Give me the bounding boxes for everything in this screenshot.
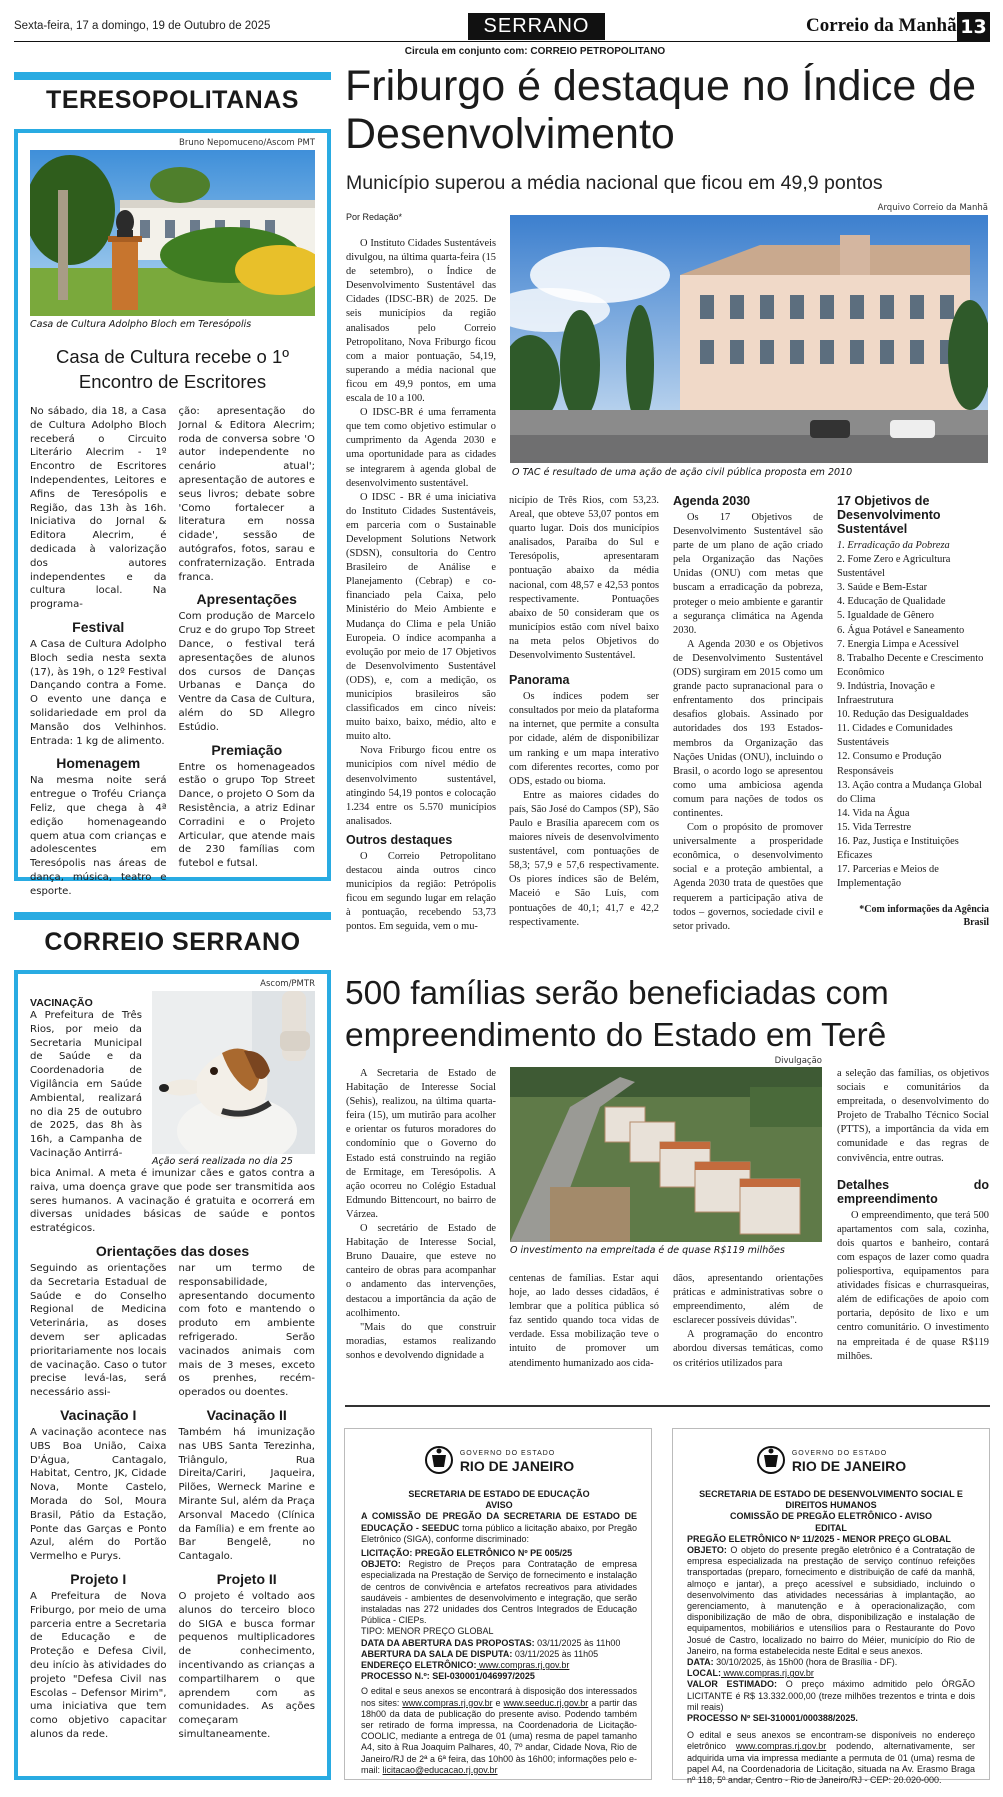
circulates-note: Circula em conjunto com: CORREIO PETROPOLITANO <box>404 46 666 57</box>
teresopolitanas-headline: Casa de Cultura recebe o 1º Encontro de Escritores <box>55 346 289 392</box>
notice2-final-a: O edital e seus anexos se encontram-se disponíveis no endereço eletrônico <box>687 1730 975 1752</box>
notice1-processo: PROCESSO N.º: SEI-030001/046997/2025 <box>361 1671 535 1682</box>
article2-col4-top: a seleção das famílias, os objetivos sociais e comunitários da empreitada, o desenvolvimento do Projeto de Trabalho Técnico Social (PTTS), a importância da vida em comunidade e das regras de convivência, entre outras. <box>837 1068 989 1164</box>
notice1-sala-label: ABERTURA DA SALA DE DISPUTA: <box>361 1648 513 1659</box>
notice2-secretaria: SECRETARIA DE ESTADO DE DESENVOLVIMENTO SOCIAL E DIREITOS HUMANOS <box>699 1489 963 1511</box>
correio-serrano-topbar <box>14 912 331 920</box>
festival-text: A Casa de Cultura Adolpho Bloch sedia nesta sexta (17), às 19h, o 12º Festival Dançando contra a Fome. O evento une dança e solidariedade em prol da Mansão dos Velhinhos. Entrada: 1 kg de alimento. <box>30 638 167 747</box>
orientacoes-text-2: nar um termo de responsabilidade, apresentando documento com foto e mantendo o produto em ambiente refrigerado. Serão vacinados animais com mais de 3 meses, exceto os prenhes, recém-operados ou doentes. <box>178 1262 315 1399</box>
ods-item: 10. Redução das Desigualdades <box>837 709 969 721</box>
teresopolitanas-text-1: No sábado, dia 18, a Casa de Cultura Adolpho Bloch receberá o Circuito Literário Alecrim - 1º Encontro de Escritores Independentes, Leitores e Afins de Teresópolis e Região, das 13h às 16h. Iniciativa do Jornal & Editora Alecrim, é dedicada à valorização dos autores independentes e da cultura local. Na programa- <box>30 406 167 611</box>
notice1-intro-bold: A COMISSÃO DE PREGÃO DA SECRETARIA DE ESTADO DE EDUCAÇÃO - SEEDUC <box>361 1511 637 1533</box>
gov-label-2: GOVERNO DO ESTADO <box>791 1450 888 1457</box>
article1-col2 <box>509 494 659 930</box>
ods-item: 17. Parcerias e Meios de Implementação <box>837 864 939 890</box>
rj-logo-2 <box>687 1445 975 1475</box>
notice1-endereco <box>361 1660 637 1671</box>
rj-label-2: RIO DE JANEIRO <box>791 1458 907 1474</box>
rj-coat-of-arms-icon <box>756 1445 786 1475</box>
correio-serrano-title: CORREIO SERRANO <box>44 928 301 956</box>
notice1-final-c: a partir das 18h00 da data de publicação do presente aviso. Podendo também ser retirado de forma impressa, na Coordenadoria de Licitação-COOLIC, mediante a entrega de 01 (uma) resma de papel tamanho A4, sito à Rua Joaquim Palhares, 40, 7º andar, Cidade Nova, Rio de Janeiro/RJ de 2ª a 6ª feira, das 10h00 às 16h00; informações pelo e-mail: <box>361 1697 637 1775</box>
ods-item: 12. Consumo e Produção Responsáveis <box>837 751 942 777</box>
notice1-final <box>361 1686 637 1776</box>
vacinacao-1-text: A vacinação acontece nas UBS Boa União, Caixa D'Água, Cantagalo, Habitat, Centro, JK, Cidade Nova, Monte Castelo, Morada do Sol, Moura Brasil, Pátio da Estação, Ponte das Garças e Ponto Azul, além do Portão Vermelho e Purys. <box>30 1426 167 1563</box>
header-date: Sexta-feira, 17 a domingo, 19 de Outubro de 2025 <box>14 20 271 32</box>
teresopolitanas-topbar <box>14 72 331 80</box>
article1-col3 <box>673 494 823 934</box>
correio-serrano-credit: Ascom/PMTR <box>260 979 315 989</box>
vacinacao-heading: VACINAÇÃO <box>30 997 93 1009</box>
notice1-objeto-label: OBJETO: <box>361 1559 401 1570</box>
article1-p4: Nova Friburgo ficou entre os municípios com nível médio de desenvolvimento sustentável, atingindo 54,19 pontos e colocação 1.234 entre os 5.570 municípios analisados. <box>346 745 496 827</box>
orientacoes-text-1: Seguindo as orientações da Secretaria Estadual de Saúde e do Conselho Regional de Medicina Veterinária, as doses devem ser aplicadas prioritariamente nos locais de vacinação. Caso o tutor precise levá-las, será necessário assi- <box>30 1262 167 1399</box>
notice2-objeto-label: OBJETO: <box>687 1545 727 1556</box>
notice2-processo: PROCESSO Nº SEI-310001/000388/2025. <box>687 1713 858 1724</box>
page-number: 13 <box>957 12 990 42</box>
header-rule <box>14 41 990 42</box>
notice1-email-link[interactable]: licitacao@educacao.rj.gov.br <box>382 1764 498 1775</box>
notice-desenvolvimento-social <box>672 1428 990 1786</box>
article1-credit: Arquivo Correio da Manhã <box>877 203 988 213</box>
vacinacao-text-short: A Prefeitura de Três Rios, por meio da Secretaria Municipal de Saúde e da Coordenadoria de Vigilância em Saúde Ambiental, realizará no dia 25 de outubro de 2025, das 8h às 16h, a Campanha de Vacinação Antirrá- <box>30 1010 142 1159</box>
panorama-heading: Panorama <box>509 673 570 688</box>
ods-heading: 17 Objetivos de Desenvolvimento Sustentável <box>837 494 941 536</box>
ods-column <box>837 494 989 929</box>
notice1-objeto-text: Registro de Preços para Contratação de empresa especializada na Prestação de Serviço de fornecimento e instalação de centros de convivência e artefatos recreativos para atividades saudáveis - ambientes de desenvolvimento e integração, que serão instaladas nas 272 unidades dos Centros Integrados de Educação Pública - CIEPs. <box>361 1559 637 1626</box>
rj-label-1: RIO DE JANEIRO <box>459 1458 575 1474</box>
tac-building-photo <box>510 215 988 463</box>
outros-destaques-text: O Correio Petropolitano destacou ainda outros cinco municípios da região: Petrópolis ficou em segundo lugar em relação à pontuação, recebendo 53,73 pontos. Em seguida, vem o mu- <box>346 850 496 933</box>
construction-illustration <box>510 1067 822 1242</box>
ods-item: 15. Vida Terrestre <box>837 821 912 833</box>
notice1-endereco-link[interactable]: www.compras.rj.gov.br <box>476 1660 570 1671</box>
ods-item: 5. Igualdade de Gênero <box>837 610 934 622</box>
article2-col3-p1: dãos, apresentando orientações práticas e administrativas sobre o empreendimento, além de esclarecer possíveis dúvidas". <box>673 1273 823 1327</box>
notice2-valor-text: O preço máximo admitido pelo ÓRGÃO LICITANTE é R$ 13.332.000,00 (treze milhões trezentos e trinta e dois mil reais) <box>687 1679 975 1712</box>
notice1-final-a: O edital e seus anexos se encontrará à disposição dos interessados nos sites: <box>361 1686 637 1708</box>
notice1-data-label: DATA DA ABERTURA DAS PROPOSTAS: <box>361 1637 535 1648</box>
notice1-final-b: e <box>492 1697 504 1708</box>
notice2-local-label: LOCAL: <box>687 1668 721 1679</box>
correio-serrano-box <box>14 970 331 1780</box>
notice2-edital: EDITAL <box>815 1522 847 1533</box>
notice2-valor-label: VALOR ESTIMADO: <box>687 1679 778 1690</box>
article2-col2-p1: centenas de famílias. Estar aqui hoje, ao lado desses cidadãos, é lembrar que a política pública só faz sentido quando toca vidas de verdade. Essa mobilização teve o intuito de promover um atendimento humanizado aos cida- <box>509 1273 659 1369</box>
premiacao-heading: Premiação <box>211 741 283 758</box>
article2-p3: "Mais do que construir moradias, estamos realizando sonhos e devolvendo dignidade a <box>346 1321 496 1361</box>
ods-item: 11. Cidades e Comunidades Sustentáveis <box>837 723 953 749</box>
notice-educacao <box>344 1428 652 1780</box>
ods-item: 16. Paz, Justiça e Instituições Eficazes <box>837 835 959 862</box>
notice2-data <box>687 1657 975 1668</box>
notice2-local-link[interactable]: www.compras.rj.gov.br <box>721 1668 814 1679</box>
agenda-p1: Os 17 Objetivos de Desenvolvimento Sustentável são parte de um plano de ação criado pela Organização das Nações Unidas (ONU) com metas que buscam a erradicação da pobreza, proteger o meio ambiente e garantir a segurança climática na Agenda 2030. <box>673 512 823 636</box>
notice1-objeto <box>361 1559 637 1626</box>
vacinacao-2-text: Também há imunização nas UBS Santa Terezinha, Triângulo, Rua Direita/Cariri, Jaqueira, Pilões, Werneck Marine e Mirante Sul, além da Praça Arsonval Macedo (Clínica da Família) e em frente ao Bar Bengelê, no Cantagalo. <box>178 1426 315 1563</box>
section-banner: SERRANO <box>468 13 605 40</box>
vacinacao-text-long: bica Animal. A meta é imunizar cães e gatos contra a raiva, uma doença grave que pode ser transmitida aos seres humanos. A vacinação é gratuita e ocorrerá em diversas unidades básicas de saúde e pontos estratégicos. <box>30 1168 315 1235</box>
dog-illustration <box>152 991 315 1154</box>
teresopolitanas-box <box>14 129 331 897</box>
article2-p2: O secretário de Estado de Habitação de Interesse Social, Bruno Dauaire, que esteve no canteiro de obras para acompanhar o andamento das intervenções, destacou a importância da ação de acolhimento. <box>346 1223 496 1319</box>
article1-p2: O IDSC-BR é uma ferramenta que tem como objetivo estimular o cumprimento da Agenda 2030 e uma oportunidade para as cidades se integrarem à agenda global de desenvolvimento sustentável. <box>346 407 496 489</box>
casa-cultura-photo <box>30 150 315 316</box>
premiacao-text: Entre os homenageados estão o grupo Top Street Dance, o projeto O Som da Resistência, a atriz Edinar Corradini e o Projeto Articular, que atende mais de 230 famílias com futebol e futsal. <box>178 761 315 870</box>
article2-col3-p2: A programação do encontro abordou diversas temáticas, como os critérios utilizados para <box>673 1329 823 1369</box>
housing-construction-photo <box>510 1067 822 1242</box>
teresopolitanas-caption: Casa de Cultura Adolpho Bloch em Teresópolis <box>30 319 252 330</box>
notice1-tipo: TIPO: MENOR PREÇO GLOBAL <box>361 1626 494 1637</box>
notice2-link-compras[interactable]: www.compras.rj.gov.br <box>735 1741 827 1752</box>
rj-coat-of-arms-icon <box>424 1445 454 1475</box>
article1-col1 <box>346 237 496 935</box>
projeto-1-text: A Prefeitura de Nova Friburgo, por meio de uma parceria entre a Secretaria de Educação e de Proteção e Defesa Civil, deu início às atividades do projeto "Defesa Civil nas Escolas – Defensor Mirim", uma iniciativa que tem como objetivo capacitar alunos da rede. <box>30 1590 167 1740</box>
dog-caption: Ação será realizada no dia 25 <box>152 1156 293 1167</box>
notice1-sala <box>361 1649 637 1660</box>
gov-label-1: GOVERNO DO ESTADO <box>459 1450 556 1457</box>
garden-bust-illustration <box>30 150 315 316</box>
projeto-2-text: O projeto é voltado aos alunos do terceiro bloco do SIGA e busca formar pequenos multiplicadores de conhecimento, incentivando as crianças a compartilharem o que aprendem com as comunidades. As ações começaram simultaneamente. <box>178 1590 315 1740</box>
ods-item: 6. Água Potável e Saneamento <box>837 624 965 636</box>
article2-col4 <box>837 1067 989 1364</box>
agenda-p3: Com o propósito de promover universalmente a prosperidade econômica, o desenvolvimento social e a proteção ambiental, a Agenda 2030 trata de questões que requerem a participação ativa de todos – governos, sociedade civil e setor privado. <box>673 822 823 932</box>
teresopolitanas-title: TERESOPOLITANAS <box>46 86 299 114</box>
article2-p1: A Secretaria de Estado de Habitação de Interesse Social (Sehis), realizou, na última quarta-feira (15), um mutirão para acolher e orientar os futuros moradores do condomínio que o Governo do Estado está construindo na região de Ermitage, em Teresópolis. A ação ocorreu no Colégio Estadual Edmundo Bittencourt, no bairro de Várzea. <box>346 1068 496 1220</box>
article2-col1 <box>346 1067 496 1363</box>
building-illustration <box>510 215 988 463</box>
projeto-1-heading: Projeto I <box>70 1570 127 1587</box>
vacinacao-2-heading: Vacinação II <box>206 1406 287 1423</box>
tac-caption: O TAC é resultado de uma ação de ação civil pública proposta em 2010 <box>512 467 853 478</box>
ods-item: 8. Trabalho Decente e Crescimento Econômico <box>837 652 984 678</box>
article2-col3 <box>673 1272 823 1371</box>
apresentacoes-text: Com produção de Marcelo Cruz e do grupo Top Street Dance, o festival terá apresentações de alunos dos cursos de Danças Urbanas e Dança do Ventre da Casa de Cultura, além do SD Allegro Estúdio. <box>178 611 315 733</box>
rj-logo-1 <box>361 1445 637 1475</box>
agenda-p2: A Agenda 2030 e os Objetivos de Desenvolvimento Sustentável (ODS) surgiram em 2015 como um grande pacto supranacional para o enfrentamento dos principais desafios globais. Assinado por autoridades dos 193 Estados-membros da Organização das Nações Unidas (ONU), incluindo o Brasil, o acordo logo se apresentou como uma ambiciosa agenda comum para nações de todos os continentes. <box>673 638 823 819</box>
ods-list <box>837 539 989 891</box>
dog-vaccination-photo <box>152 991 315 1154</box>
ods-item: 13. Ação contra a Mudança Global do Clima <box>837 779 982 805</box>
notice2-data-label: DATA: <box>687 1657 714 1668</box>
notice2-objeto <box>687 1545 975 1657</box>
notice2-valor <box>687 1679 975 1713</box>
panorama-p2: Entre as maiores cidades do país, São José do Campos (SP), São Paulo e Brasília aparecem com os maiores níveis de desenvolvimento sustentável, com pontuações de 58,3; 57,9 e 57,6 respectivamente. Os piores índices são de Belém, Maceió e São Luís, com pontuações de 40,1; 41,7 e 42,2 respectivamente. <box>509 789 659 928</box>
homenagem-text: Na mesma noite será entregue o Troféu Criança Feliz, que chega à 4ª edição homenageando quem atua com crianças e adolescentes em Teresópolis nas áreas de dança, música, teatro e esporte. <box>30 775 167 897</box>
ods-item: 4. Educação de Qualidade <box>837 596 946 608</box>
teresopolitanas-credit: Bruno Nepomuceno/Ascom PMT <box>179 138 315 148</box>
apresentacoes-heading: Apresentações <box>196 591 297 608</box>
housing-caption: O investimento na empreitada é de quase R$119 milhões <box>510 1245 785 1256</box>
article1-col2-p1: nicípio de Três Rios, com 53,23. Areal, que obteve 53,07 pontos em quarto lugar. Dois dos municípios analisados, Paraíba do Sul e Teresópolis, apresentaram pontuação abaixo da média nacional, com 48,57 e 42,53 pontos respectivamente. Pontuações abaixo de 50 consideram que os municípios estão com nível baixo na meta pelos Objetivos do Desenvolvimento Sustentável. <box>509 495 659 662</box>
teresopolitanas-text-2: ção: apresentação do Jornal & Editora Alecrim; roda de conversa sobre 'O autor independente no cenário atual'; apresentação de autores e seus livros; debate sobre 'Como fortalecer a literatura em nossa cidade', sessão de autógrafos, fotos, sarau e confraternização. Entrada franca. <box>178 406 315 583</box>
vacinacao-1-heading: Vacinação I <box>60 1406 137 1423</box>
article1-p1: O Instituto Cidades Sustentáveis divulgou, na última quarta-feira (15 de setembro), o Índice de Desenvolvimento Sustentável das Cidades (IDSC-BR) de 2025. De seis municípios da região analisados pelo Correio Petropolitano, Nova Friburgo ficou com a maior pontuação, 54,19, superando a média nacional que ficou em 49,9 pontos, em uma escala de 10 a 100. <box>346 238 496 405</box>
notice2-final-b: podendo, alternativamente, ser adquirida uma via impressa mediante a permuta de 01 (uma) resma de papel A4, na Coordenadoria de Licitação, situada na Av. Erasmo Braga nº 118, 5º andar, Centro - Rio de Janeiro/RJ - CEP: 20.020-000. <box>687 1741 975 1786</box>
notice2-final <box>687 1730 975 1786</box>
article2-credit: Divulgação <box>774 1056 822 1066</box>
notice1-intro <box>361 1511 637 1545</box>
notice1-link-seeduc[interactable]: www.seeduc.rj.gov.br <box>503 1697 589 1708</box>
notice2-data-value: 30/10/2025, às 15h00 (hora de Brasília - DF). <box>713 1657 898 1668</box>
festival-heading: Festival <box>72 618 125 635</box>
ods-item: 2. Fome Zero e Agricultura Sustentável <box>837 554 951 580</box>
ods-item: 1. Erradicação da Pobreza <box>837 540 950 551</box>
agencia-brasil-note: *Com informações da Agência Brasil <box>859 904 989 929</box>
detalhes-heading: Detalhes do empreendimento <box>837 1177 989 1206</box>
article1-byline: Por Redação* <box>346 212 403 222</box>
notice1-aviso: AVISO <box>485 1500 513 1511</box>
projeto-2-heading: Projeto II <box>216 1570 277 1587</box>
notice1-licitacao: LICITAÇÃO: PREGÃO ELETRÔNICO Nº PE 005/25 <box>361 1548 573 1559</box>
article1-headline: Friburgo é destaque no Índice de Desenvolvimento <box>345 62 977 158</box>
homenagem-heading: Homenagem <box>56 755 141 772</box>
ods-item: 9. Indústria, Inovação e Infraestrutura <box>837 680 935 707</box>
notice1-data-value: 03/11/2025 às 11h00 <box>534 1637 621 1648</box>
notices-divider <box>345 1405 990 1407</box>
article1-p3: O IDSC - BR é uma iniciativa do Instituto Cidades Sustentáveis, em parceria com o Sustainable Development Solutions Network (SDSN), consultoria do Centro Brasileiro de Análise e Planejamento (Cebrap) e co-financiado pela Caixa, pelo Ministério do Meio Ambiente e Mudança do Clima e pela União Europeia. O índice acompanha a evolução por meio de 17 Objetivos de Desenvolvimento Sustentável (ODS), e, com a medição, os municípios brasileiros são classificados em cinco níveis: muito baixo, baixo, médio, alto e muito alto. <box>346 491 496 743</box>
notice1-secretaria: SECRETARIA DE ESTADO DE EDUCAÇÃO <box>408 1489 590 1499</box>
notice1-endereco-label: ENDEREÇO ELETRÔNICO: <box>361 1660 477 1671</box>
notice2-pregao: PREGÃO ELETRÔNICO Nº 11/2025 - MENOR PREÇO GLOBAL <box>687 1533 951 1544</box>
article2-col2 <box>509 1272 659 1371</box>
article2-headline: 500 famílias serão beneficiadas com empreendimento do Estado em Terê <box>345 975 889 1054</box>
article1-subhead: Município superou a média nacional que ficou em 49,9 pontos <box>346 172 883 194</box>
notice1-sala-value: 03/11/2025 às 11h05 <box>512 1648 599 1659</box>
notice1-intro-rest: torna público a licitação abaixo, por Pregão Eletrônico (SIGA), conforme discriminado: <box>361 1522 637 1544</box>
paper-name: Correio da Manhã <box>806 15 957 36</box>
notice2-objeto-text: O objeto do presente pregão eletrônico é a Contratação de empresa especializada na prestação de serviço contínuo refeições transportadas (preparo, fornecimento e distribuição de café da manhã, almoço e jantar), a preço acessível e subsidiado, incluindo o desenvolvimento das atividades necessárias à implantação, ao gerenciamento, à manutenção e à operacionalização, com disponibilização de mão de obra, disponibilização e instalação de equipamentos, mobiliários e utensílios para o Restaurante do Povo Josué de Castro, localizado no bairro do Méier, município do Rio de Janeiro, na forma estabelecida neste Edital e seus anexos. <box>687 1545 975 1656</box>
notice1-link-compras[interactable]: www.compras.rj.gov.br <box>402 1697 493 1708</box>
ods-item: 7. Energia Limpa e Acessível <box>837 638 959 650</box>
outros-destaques-heading: Outros destaques <box>346 832 453 847</box>
detalhes-text: O empreendimento, que terá 500 apartamentos com sala, cozinha, dois quartos e banheiro, contará com espaços de lazer como quadra poliesportiva, equipamentos para atividades físicas e churrasqueiras, além de edificações de apoio com portaria, depósito de lixo e um centro comunitário. O investimento na empreitada é de quase R$119 milhões. <box>837 1209 989 1362</box>
notice1-data <box>361 1638 637 1649</box>
notice2-comissao: COMISSÃO DE PREGÃO ELETRÔNICO - AVISO <box>729 1511 933 1522</box>
orientacoes-heading: Orientações das doses <box>95 1242 250 1259</box>
ods-item: 14. Vida na Água <box>837 807 910 819</box>
ods-item: 3. Saúde e Bem-Estar <box>837 582 928 594</box>
panorama-p1: Os índices podem ser consultados por meio da plataforma na internet, que permite a consulta por cidade, além de disponibilizar um ranking e um mapa interativo com diferentes recortes, como por ODS, estado ou bioma. <box>509 691 659 787</box>
agenda-2030-heading: Agenda 2030 <box>673 494 751 508</box>
notice2-local <box>687 1668 975 1679</box>
